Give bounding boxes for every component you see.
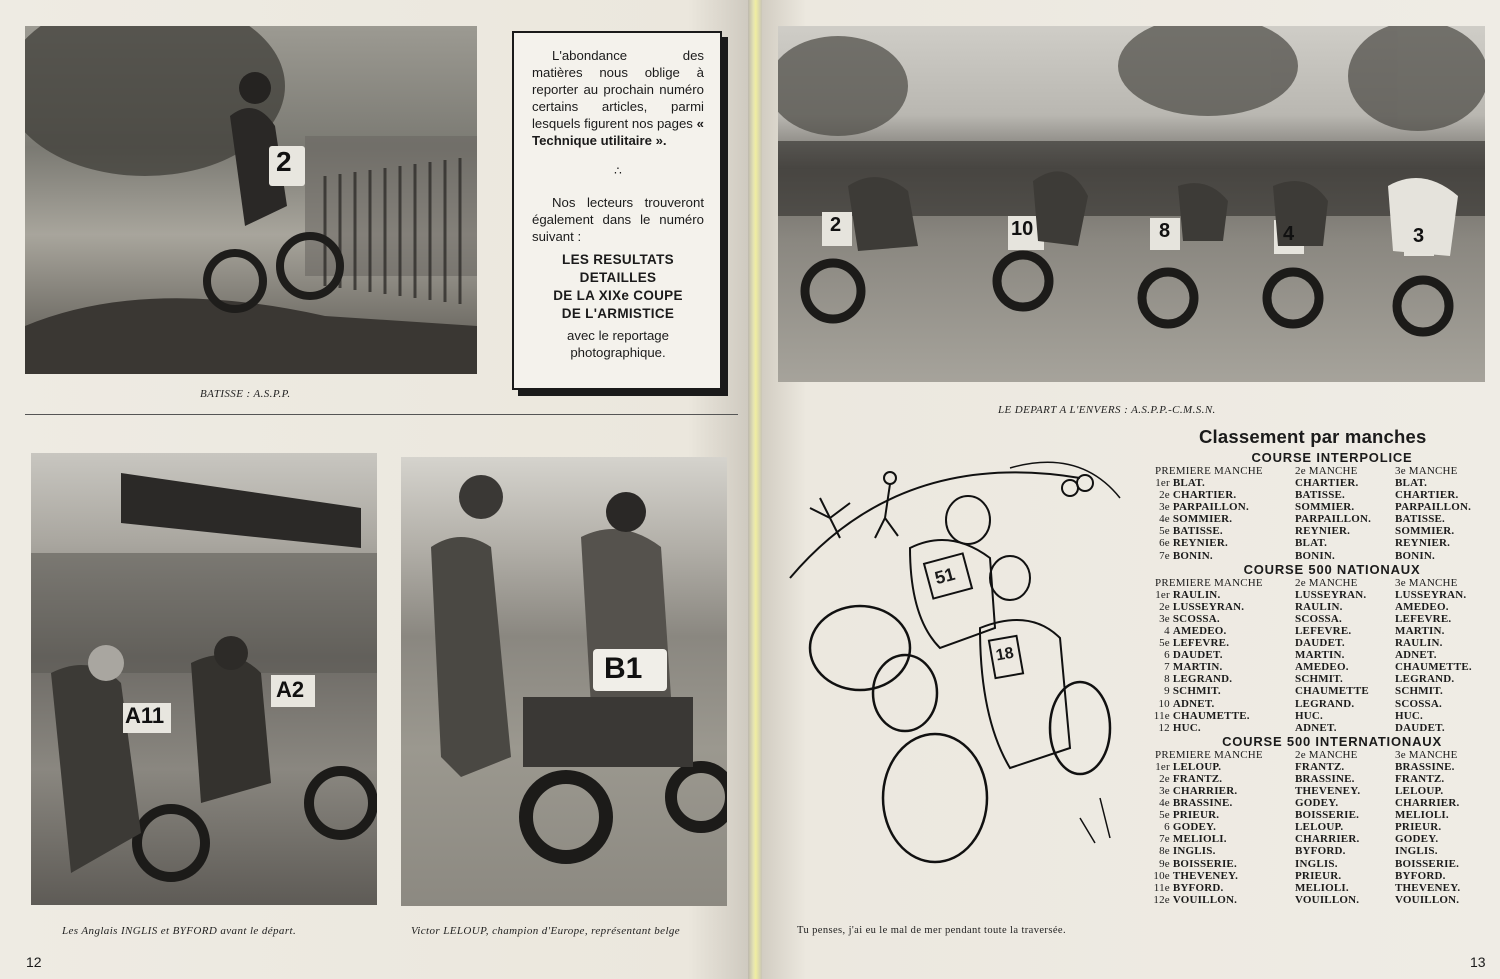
results-row bbox=[1147, 882, 1460, 894]
results-row bbox=[1147, 761, 1460, 773]
results-rider: SCHMIT. bbox=[1172, 685, 1221, 698]
results-rider: PRIEUR. bbox=[1295, 869, 1342, 882]
results-rider: CHARRIER. bbox=[1172, 784, 1238, 797]
results-row bbox=[1147, 637, 1472, 649]
results-rider: INGLIS. bbox=[1395, 845, 1438, 858]
results-table bbox=[1147, 749, 1460, 906]
results-rider: BLAT. bbox=[1172, 477, 1205, 489]
notice-paragraph-1: L'abondance des matières nous oblige à reporter au prochain numéro certains articles, parmi lesquels figurent nos pages bbox=[532, 48, 704, 131]
results-row bbox=[1147, 722, 1472, 734]
left-page bbox=[0, 0, 748, 979]
results-rider: BATISSE. bbox=[1395, 513, 1446, 526]
results-rider: SCOSSA. bbox=[1295, 612, 1342, 625]
results-row bbox=[1147, 785, 1460, 797]
results-rider: BATISSE. bbox=[1295, 489, 1346, 502]
results-rider: DAUDET. bbox=[1295, 637, 1345, 650]
results-rank: 5e bbox=[1159, 525, 1170, 538]
results-rider: CHARTIER. bbox=[1172, 489, 1237, 502]
results-rider: BONIN. bbox=[1295, 549, 1336, 562]
results-column-header: 3e MANCHE bbox=[1395, 748, 1458, 761]
results-rider: AMEDEO. bbox=[1295, 661, 1349, 674]
results-rider: RAULIN. bbox=[1295, 600, 1343, 613]
results-rank: 5e bbox=[1159, 637, 1170, 650]
results-classification bbox=[1147, 426, 1487, 906]
results-rider: PARPAILLON. bbox=[1395, 501, 1472, 514]
results-rank: 3e bbox=[1159, 784, 1170, 797]
results-row bbox=[1147, 685, 1472, 697]
results-rider: MELIOLI. bbox=[1295, 881, 1349, 894]
results-rider: GODEY. bbox=[1172, 821, 1217, 834]
results-rank: 4 bbox=[1164, 624, 1170, 637]
results-rank: 2e bbox=[1159, 489, 1170, 502]
results-rider: BRASSINE. bbox=[1295, 772, 1355, 785]
results-sections bbox=[1147, 450, 1487, 906]
results-rider: BOISSERIE. bbox=[1172, 857, 1237, 870]
results-row bbox=[1147, 589, 1472, 601]
results-rider: BYFORD. bbox=[1172, 881, 1224, 894]
notice-box bbox=[512, 31, 722, 390]
results-rank: 7e bbox=[1159, 549, 1170, 562]
results-rank: 1er bbox=[1155, 477, 1170, 489]
results-rider: LELOUP. bbox=[1295, 821, 1344, 834]
results-rider: PRIEUR. bbox=[1395, 821, 1442, 834]
results-row bbox=[1147, 773, 1460, 785]
results-rider: FRANTZ. bbox=[1395, 772, 1445, 785]
results-rank: 2e bbox=[1159, 772, 1170, 785]
results-rider: SCHMIT. bbox=[1295, 673, 1343, 686]
results-rider: DAUDET. bbox=[1395, 721, 1445, 734]
cartoon-illustration bbox=[780, 438, 1142, 920]
results-rank: 3e bbox=[1159, 501, 1170, 514]
notice-result-line: DETAILLES bbox=[579, 270, 657, 285]
results-rider: PRIEUR. bbox=[1172, 809, 1220, 822]
results-row bbox=[1147, 601, 1472, 613]
results-rider: ADNET. bbox=[1172, 697, 1215, 710]
results-rider: CHARTIER. bbox=[1395, 489, 1459, 502]
results-row bbox=[1147, 797, 1460, 809]
results-rider: SCHMIT. bbox=[1395, 685, 1443, 698]
results-rider: MELIOLI. bbox=[1395, 809, 1449, 822]
results-column-header: 2e MANCHE bbox=[1295, 576, 1358, 589]
caption-leloup: Victor LELOUP, champion d'Europe, représentant belge bbox=[411, 925, 681, 937]
results-rider: LEGRAND. bbox=[1395, 673, 1455, 686]
results-rider: AMEDEO. bbox=[1172, 624, 1227, 637]
results-rider: HUC. bbox=[1395, 709, 1423, 722]
results-rider: REYNIER. bbox=[1172, 537, 1228, 550]
results-column-header: 3e MANCHE bbox=[1395, 576, 1458, 589]
plate-number: B1 bbox=[604, 652, 643, 685]
results-rank: 1er bbox=[1155, 588, 1170, 601]
results-rider: PARPAILLON. bbox=[1172, 501, 1249, 514]
results-rider: RAULIN. bbox=[1172, 588, 1221, 601]
results-section-title: COURSE 500 INTERNATIONAUX bbox=[1222, 733, 1442, 749]
photo-leloup bbox=[401, 457, 727, 906]
caption-cartoon: Tu penses, j'ai eu le mal de mer pendant toute la traversée. bbox=[797, 925, 1066, 936]
results-rider: MARTIN. bbox=[1172, 661, 1223, 674]
results-rider: LELOUP. bbox=[1395, 784, 1444, 797]
results-row bbox=[1147, 550, 1471, 562]
notice-result-line: LES RESULTATS bbox=[562, 252, 674, 267]
results-rider: LEFEVRE. bbox=[1172, 637, 1230, 650]
results-rank: 8 bbox=[1164, 673, 1170, 686]
photo-batisse-jump bbox=[25, 26, 477, 374]
results-section-title: COURSE INTERPOLICE bbox=[1251, 450, 1413, 465]
results-rank: 11e bbox=[1153, 709, 1170, 722]
results-row bbox=[1147, 537, 1471, 549]
results-row bbox=[1147, 894, 1460, 906]
results-header-row bbox=[1147, 577, 1472, 589]
results-rank: 6 bbox=[1164, 649, 1170, 662]
results-rider: THEVENEY. bbox=[1395, 881, 1461, 894]
plate-number: A11 bbox=[125, 703, 165, 728]
results-row bbox=[1147, 525, 1471, 537]
results-rank: 4e bbox=[1159, 797, 1170, 810]
results-rider: BOISSERIE. bbox=[1395, 857, 1460, 870]
notice-result-line: DE L'ARMISTICE bbox=[561, 306, 675, 321]
results-rider: BLAT. bbox=[1395, 477, 1428, 489]
results-row bbox=[1147, 809, 1460, 821]
results-row bbox=[1147, 833, 1460, 845]
results-row bbox=[1147, 513, 1471, 525]
results-row bbox=[1147, 613, 1472, 625]
results-rider: THEVENEY. bbox=[1172, 869, 1239, 882]
results-row bbox=[1147, 501, 1471, 513]
results-row bbox=[1147, 661, 1472, 673]
results-rider: CHARRIER. bbox=[1295, 833, 1360, 846]
notice-paragraph-2: Nos lecteurs trouveront également dans le numéro suivant : bbox=[532, 195, 704, 244]
results-rider: FRANTZ. bbox=[1295, 760, 1345, 773]
page-number-right: 13 bbox=[1470, 954, 1486, 970]
results-rider: MELIOLI. bbox=[1172, 833, 1227, 846]
results-row bbox=[1147, 625, 1472, 637]
results-rank: 4e bbox=[1159, 513, 1170, 526]
results-rider: GODEY. bbox=[1295, 797, 1339, 810]
results-row bbox=[1147, 710, 1472, 722]
results-rider: BATISSE. bbox=[1172, 525, 1223, 538]
results-rank: 6e bbox=[1159, 537, 1170, 550]
results-rank: 12 bbox=[1158, 721, 1170, 734]
results-row bbox=[1147, 858, 1460, 870]
results-rider: HUC. bbox=[1172, 721, 1201, 734]
plate-number: 8 bbox=[1159, 220, 1171, 242]
results-rank: 9e bbox=[1159, 857, 1170, 870]
results-rider: ADNET. bbox=[1295, 721, 1337, 734]
results-rider: SOMMIER. bbox=[1295, 501, 1355, 514]
results-rider: LUSSEYRAN. bbox=[1172, 600, 1245, 613]
notice-separator: ∴ bbox=[614, 164, 622, 178]
results-row bbox=[1147, 673, 1472, 685]
photo-reverse-start bbox=[778, 26, 1485, 382]
results-rank: 2e bbox=[1159, 600, 1170, 613]
page-number-left: 12 bbox=[26, 954, 42, 970]
results-table bbox=[1147, 465, 1471, 562]
results-rider: FRANTZ. bbox=[1172, 772, 1223, 785]
results-rider: BONIN. bbox=[1172, 549, 1213, 562]
results-rider: SOMMIER. bbox=[1172, 513, 1233, 526]
results-row bbox=[1147, 477, 1471, 489]
results-row bbox=[1147, 821, 1460, 833]
results-rider: BONIN. bbox=[1395, 549, 1436, 562]
results-rider: INGLIS. bbox=[1295, 857, 1338, 870]
results-rider: PARPAILLON. bbox=[1295, 513, 1372, 526]
results-rider: SCOSSA. bbox=[1395, 697, 1442, 710]
results-rider: BOISSERIE. bbox=[1295, 809, 1360, 822]
results-rank: 1er bbox=[1155, 760, 1170, 773]
results-rank: 10e bbox=[1153, 869, 1170, 882]
results-rider: REYNIER. bbox=[1395, 537, 1451, 550]
notice-result-line: DE LA XIXe COUPE bbox=[553, 288, 683, 303]
results-rider: CHARRIER. bbox=[1395, 797, 1460, 810]
plate-number: 2 bbox=[830, 214, 842, 236]
results-rider: THEVENEY. bbox=[1295, 784, 1361, 797]
results-rider: LEGRAND. bbox=[1295, 697, 1355, 710]
results-rider: LEFEVRE. bbox=[1295, 624, 1352, 637]
cartoon-plate: 18 bbox=[994, 644, 1016, 665]
results-row bbox=[1147, 649, 1472, 661]
results-rider: MARTIN. bbox=[1395, 624, 1445, 637]
results-rider: BYFORD. bbox=[1395, 869, 1446, 882]
results-row bbox=[1147, 870, 1460, 882]
book-gutter bbox=[748, 0, 762, 979]
results-rank: 3e bbox=[1159, 612, 1170, 625]
results-rider: BRASSINE. bbox=[1395, 760, 1455, 773]
plate-number: 2 bbox=[276, 146, 292, 177]
results-rider: VOUILLON. bbox=[1395, 893, 1460, 906]
results-table bbox=[1147, 577, 1472, 734]
results-rider: BYFORD. bbox=[1295, 845, 1346, 858]
results-rider: RAULIN. bbox=[1395, 637, 1443, 650]
results-rider: LEFEVRE. bbox=[1395, 612, 1452, 625]
results-rider: SOMMIER. bbox=[1395, 525, 1455, 538]
results-rank: 8e bbox=[1159, 845, 1170, 858]
results-rider: DAUDET. bbox=[1172, 649, 1223, 662]
results-row bbox=[1147, 698, 1472, 710]
results-rider: GODEY. bbox=[1395, 833, 1439, 846]
results-rider: LUSSEYRAN. bbox=[1395, 588, 1467, 601]
results-rider: MARTIN. bbox=[1295, 649, 1345, 662]
results-rider: HUC. bbox=[1295, 709, 1323, 722]
caption-reverse-start: LE DEPART A L'ENVERS : A.S.P.P.-C.M.S.N. bbox=[998, 404, 1216, 416]
notice-paragraph-3: avec le reportage photographique. bbox=[567, 328, 669, 360]
results-rider: INGLIS. bbox=[1172, 845, 1216, 858]
caption-inglis-byford: Les Anglais INGLIS et BYFORD avant le départ. bbox=[62, 925, 297, 937]
results-column-header: PREMIERE MANCHE bbox=[1155, 576, 1263, 589]
results-rank: 9 bbox=[1164, 685, 1170, 698]
results-rank: 10 bbox=[1158, 697, 1170, 710]
plate-number: A2 bbox=[276, 677, 305, 702]
results-rider: SCOSSA. bbox=[1172, 612, 1220, 625]
plate-number: 10 bbox=[1011, 218, 1034, 240]
results-header-row bbox=[1147, 465, 1471, 477]
caption-batisse: BATISSE : A.S.P.P. bbox=[200, 388, 291, 400]
results-column-header: 3e MANCHE bbox=[1395, 465, 1458, 477]
plate-number: 4 bbox=[1283, 223, 1295, 245]
results-row bbox=[1147, 845, 1460, 857]
results-rider: LUSSEYRAN. bbox=[1295, 588, 1367, 601]
results-rider: CHAUMETTE bbox=[1295, 685, 1369, 698]
results-rider: BRASSINE. bbox=[1172, 797, 1233, 810]
results-rank: 12e bbox=[1153, 893, 1170, 906]
results-column-header: 2e MANCHE bbox=[1295, 748, 1358, 761]
results-rank: 6 bbox=[1164, 821, 1170, 834]
results-title: Classement par manches bbox=[1199, 426, 1427, 447]
results-rider: BLAT. bbox=[1295, 537, 1328, 550]
results-column-header: 2e MANCHE bbox=[1295, 465, 1358, 477]
results-rank: 5e bbox=[1159, 809, 1170, 822]
results-rider: CHARTIER. bbox=[1295, 477, 1359, 489]
results-column-header: PREMIERE MANCHE bbox=[1155, 748, 1263, 761]
results-rank: 11e bbox=[1153, 881, 1170, 894]
photo-inglis-byford bbox=[31, 453, 377, 905]
results-row bbox=[1147, 489, 1471, 501]
notice-paragraph-1-bold: « Technique utilitaire ». bbox=[532, 116, 704, 148]
results-rider: REYNIER. bbox=[1295, 525, 1351, 538]
results-header-row bbox=[1147, 749, 1460, 761]
results-rider: CHAUMETTE. bbox=[1395, 661, 1472, 674]
results-rider: LELOUP. bbox=[1172, 760, 1222, 773]
results-column-header: PREMIERE MANCHE bbox=[1155, 465, 1263, 477]
results-rider: VOUILLON. bbox=[1295, 893, 1360, 906]
results-section-title: COURSE 500 NATIONAUX bbox=[1243, 561, 1421, 577]
cartoon-plate: 51 bbox=[932, 563, 958, 589]
results-rider: AMEDEO. bbox=[1395, 600, 1449, 613]
results-rank: 7e bbox=[1159, 833, 1170, 846]
results-rider: LEGRAND. bbox=[1172, 673, 1233, 686]
results-rank: 7 bbox=[1164, 661, 1170, 674]
divider-rule bbox=[25, 414, 738, 415]
results-rider: CHAUMETTE. bbox=[1172, 709, 1250, 722]
results-rider: VOUILLON. bbox=[1172, 893, 1238, 906]
results-rider: ADNET. bbox=[1395, 649, 1437, 662]
plate-number: 3 bbox=[1413, 225, 1425, 247]
